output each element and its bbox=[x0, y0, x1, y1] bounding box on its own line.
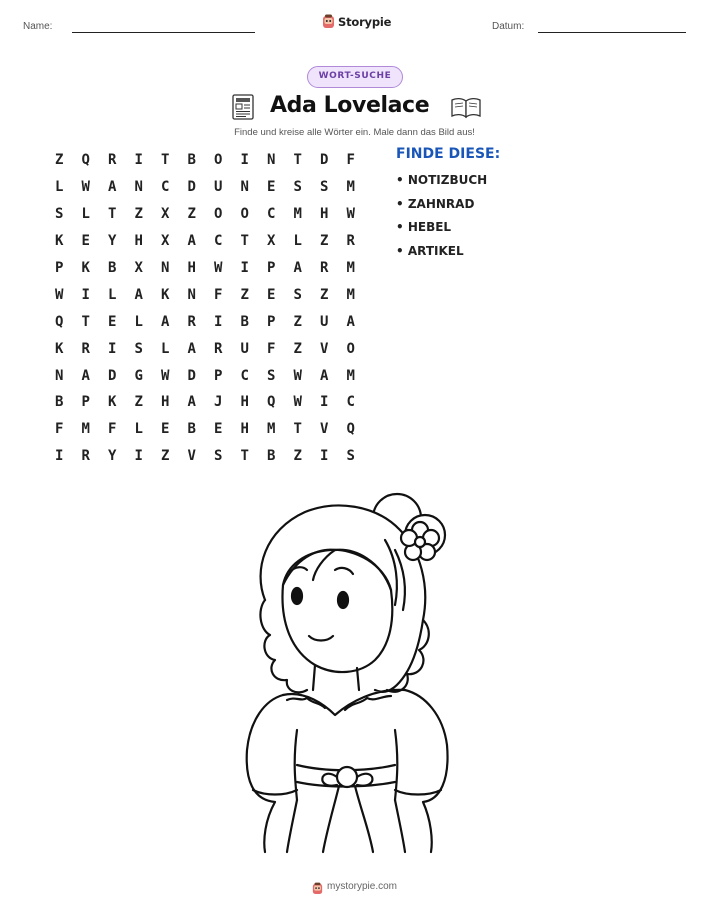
grid-letter[interactable]: B bbox=[240, 313, 249, 330]
grid-letter[interactable]: V bbox=[320, 340, 329, 357]
grid-letter[interactable]: W bbox=[293, 367, 302, 384]
grid-letter[interactable]: T bbox=[108, 206, 117, 223]
grid-letter[interactable]: I bbox=[240, 260, 249, 276]
grid-letter[interactable]: H bbox=[240, 394, 249, 411]
grid-letter[interactable]: N bbox=[267, 152, 276, 169]
grid-letter[interactable]: A bbox=[134, 286, 143, 303]
grid-letter[interactable]: S bbox=[293, 179, 302, 196]
grid-letter[interactable]: R bbox=[346, 233, 355, 250]
grid-letter[interactable]: X bbox=[134, 260, 143, 276]
open-book-icon bbox=[450, 96, 482, 120]
grid-letter[interactable]: Q bbox=[81, 152, 90, 169]
grid-letter[interactable]: I bbox=[134, 152, 143, 169]
grid-letter[interactable]: I bbox=[320, 394, 329, 411]
grid-row bbox=[46, 362, 364, 389]
date-label: Datum: bbox=[492, 21, 525, 32]
grid-letter[interactable]: T bbox=[293, 421, 302, 438]
grid-letter[interactable]: M bbox=[346, 179, 355, 196]
newspaper-icon bbox=[232, 94, 254, 120]
grid-letter[interactable]: Z bbox=[161, 448, 170, 465]
grid-letter[interactable]: D bbox=[187, 367, 196, 384]
grid-letter[interactable]: F bbox=[267, 340, 276, 357]
grid-letter[interactable]: K bbox=[108, 394, 117, 411]
grid-letter[interactable]: J bbox=[214, 394, 223, 411]
grid-letter[interactable]: Y bbox=[108, 233, 117, 250]
grid-letter[interactable]: O bbox=[214, 206, 223, 223]
grid-letter[interactable]: D bbox=[187, 179, 196, 196]
footer bbox=[0, 880, 709, 893]
grid-letter[interactable]: P bbox=[81, 394, 90, 411]
grid-letter[interactable]: Z bbox=[293, 313, 302, 330]
grid-letter[interactable]: S bbox=[214, 448, 223, 465]
grid-letter[interactable]: U bbox=[214, 179, 223, 196]
grid-letter[interactable]: Q bbox=[267, 394, 276, 411]
grid-letter[interactable]: A bbox=[346, 313, 355, 330]
grid-letter[interactable]: K bbox=[55, 340, 64, 357]
grid-letter[interactable]: P bbox=[267, 260, 276, 276]
grid-letter[interactable]: N bbox=[161, 260, 170, 276]
grid-letter[interactable]: M bbox=[346, 286, 355, 303]
grid-letter[interactable]: E bbox=[81, 233, 90, 250]
grid-letter[interactable]: Q bbox=[346, 421, 355, 438]
grid-letter[interactable]: Z bbox=[134, 394, 143, 411]
grid-letter[interactable]: R bbox=[187, 313, 196, 330]
grid-letter[interactable]: P bbox=[214, 367, 223, 384]
grid-letter[interactable]: Z bbox=[187, 206, 196, 223]
grid-letter[interactable]: M bbox=[346, 260, 355, 276]
grid-letter[interactable]: I bbox=[240, 152, 249, 169]
grid-letter[interactable]: T bbox=[161, 152, 170, 169]
find-word-list bbox=[396, 172, 487, 266]
grid-letter[interactable]: A bbox=[187, 340, 196, 357]
grid-letter[interactable]: O bbox=[214, 152, 223, 169]
grid-letter[interactable]: R bbox=[81, 448, 90, 465]
find-list-title: FINDE DIESE: bbox=[396, 146, 501, 162]
name-label: Name: bbox=[23, 21, 53, 32]
grid-letter[interactable]: K bbox=[81, 260, 90, 276]
grid-letter[interactable]: C bbox=[240, 367, 249, 384]
grid-letter[interactable]: I bbox=[214, 313, 223, 330]
grid-letter[interactable]: C bbox=[161, 179, 170, 196]
grid-row bbox=[46, 201, 364, 228]
grid-letter[interactable]: W bbox=[81, 179, 90, 196]
grid-letter[interactable]: Z bbox=[55, 152, 64, 169]
grid-letter[interactable]: K bbox=[161, 286, 170, 303]
worksheet-type-badge: WORT-SUCHE bbox=[307, 66, 403, 88]
grid-letter[interactable]: L bbox=[108, 286, 117, 303]
title-row bbox=[0, 92, 709, 124]
brand-logo bbox=[322, 14, 391, 29]
grid-letter[interactable]: Z bbox=[293, 340, 302, 357]
grid-letter[interactable]: P bbox=[267, 313, 276, 330]
grid-letter[interactable]: E bbox=[161, 421, 170, 438]
grid-letter[interactable]: L bbox=[134, 421, 143, 438]
storypie-logo-icon bbox=[312, 880, 323, 893]
grid-letter[interactable]: L bbox=[134, 313, 143, 330]
grid-row bbox=[46, 443, 364, 470]
grid-letter[interactable]: M bbox=[81, 421, 90, 438]
grid-letter[interactable]: S bbox=[134, 340, 143, 357]
grid-letter[interactable]: I bbox=[134, 448, 143, 465]
grid-letter[interactable]: P bbox=[55, 260, 64, 276]
grid-letter[interactable]: A bbox=[81, 367, 90, 384]
grid-letter[interactable]: V bbox=[187, 448, 196, 465]
grid-row bbox=[46, 308, 364, 335]
grid-letter[interactable]: B bbox=[187, 421, 196, 438]
grid-letter[interactable]: Z bbox=[293, 448, 302, 465]
grid-letter[interactable]: R bbox=[81, 340, 90, 357]
grid-letter[interactable]: Z bbox=[320, 286, 329, 303]
grid-letter[interactable]: Z bbox=[240, 286, 249, 303]
grid-letter[interactable]: T bbox=[81, 313, 90, 330]
grid-letter[interactable]: E bbox=[108, 313, 117, 330]
grid-letter[interactable]: T bbox=[293, 152, 302, 169]
grid-row bbox=[46, 335, 364, 362]
grid-letter[interactable]: R bbox=[214, 340, 223, 357]
grid-letter[interactable]: W bbox=[161, 367, 170, 384]
grid-row bbox=[46, 281, 364, 308]
grid-letter[interactable]: M bbox=[346, 367, 355, 384]
grid-letter[interactable]: S bbox=[293, 286, 302, 303]
grid-letter[interactable]: H bbox=[187, 260, 196, 276]
grid-letter[interactable]: H bbox=[320, 206, 329, 223]
word-search-grid bbox=[46, 147, 364, 470]
name-line bbox=[72, 32, 255, 33]
grid-letter[interactable]: X bbox=[161, 206, 170, 223]
grid-row bbox=[46, 416, 364, 443]
grid-letter[interactable]: L bbox=[55, 179, 64, 196]
grid-letter[interactable]: G bbox=[134, 367, 143, 384]
grid-letter[interactable]: N bbox=[134, 179, 143, 196]
grid-letter[interactable]: A bbox=[161, 313, 170, 330]
grid-letter[interactable]: R bbox=[320, 260, 329, 276]
grid-letter[interactable]: B bbox=[55, 394, 64, 411]
grid-letter[interactable]: Z bbox=[134, 206, 143, 223]
grid-letter[interactable]: N bbox=[240, 179, 249, 196]
grid-letter[interactable]: F bbox=[55, 421, 64, 438]
grid-letter[interactable]: S bbox=[267, 367, 276, 384]
find-word-item: • ZAHNRAD bbox=[396, 196, 475, 211]
grid-letter[interactable]: B bbox=[108, 260, 117, 276]
grid-letter[interactable]: M bbox=[267, 421, 276, 438]
grid-letter[interactable]: X bbox=[161, 233, 170, 250]
grid-letter[interactable]: I bbox=[55, 448, 64, 465]
grid-letter[interactable]: V bbox=[320, 421, 329, 438]
grid-letter[interactable]: B bbox=[187, 152, 196, 169]
grid-letter[interactable]: W bbox=[55, 286, 64, 303]
grid-letter[interactable]: O bbox=[346, 340, 355, 357]
grid-letter[interactable]: U bbox=[240, 340, 249, 357]
storypie-logo-icon bbox=[322, 14, 335, 29]
grid-letter[interactable]: W bbox=[346, 206, 355, 223]
grid-letter[interactable]: L bbox=[293, 233, 302, 250]
grid-letter[interactable]: A bbox=[293, 260, 302, 276]
ada-lovelace-coloring-illustration bbox=[235, 490, 475, 855]
grid-letter[interactable]: I bbox=[320, 448, 329, 465]
grid-letter[interactable]: K bbox=[55, 233, 64, 250]
grid-letter[interactable]: C bbox=[214, 233, 223, 250]
grid-letter[interactable]: R bbox=[108, 152, 117, 169]
find-word-item: • ARTIKEL bbox=[396, 243, 464, 258]
grid-letter[interactable]: H bbox=[161, 394, 170, 411]
grid-letter[interactable]: Q bbox=[55, 313, 64, 330]
grid-letter[interactable]: D bbox=[108, 367, 117, 384]
grid-letter[interactable]: F bbox=[214, 286, 223, 303]
grid-letter[interactable]: B bbox=[267, 448, 276, 465]
grid-letter[interactable]: A bbox=[320, 367, 329, 384]
grid-letter[interactable]: C bbox=[267, 206, 276, 223]
grid-letter[interactable]: E bbox=[214, 421, 223, 438]
footer-website: mystorypie.com bbox=[326, 881, 397, 892]
grid-letter[interactable]: W bbox=[293, 394, 302, 411]
grid-letter[interactable]: S bbox=[320, 179, 329, 196]
grid-letter[interactable]: N bbox=[187, 286, 196, 303]
grid-letter[interactable]: E bbox=[267, 179, 276, 196]
grid-letter[interactable]: A bbox=[108, 179, 117, 196]
grid-letter[interactable]: U bbox=[320, 313, 329, 330]
grid-letter[interactable]: S bbox=[346, 448, 355, 465]
grid-row bbox=[46, 174, 364, 201]
grid-letter[interactable]: H bbox=[134, 233, 143, 250]
date-line bbox=[538, 32, 686, 33]
grid-letter[interactable]: A bbox=[187, 233, 196, 250]
grid-letter[interactable]: M bbox=[293, 206, 302, 223]
grid-letter[interactable]: Y bbox=[108, 448, 117, 465]
grid-letter[interactable]: L bbox=[161, 340, 170, 357]
grid-letter[interactable]: Z bbox=[320, 233, 329, 250]
brand-name: Storypie bbox=[338, 14, 392, 29]
grid-letter[interactable]: I bbox=[108, 340, 117, 357]
grid-letter[interactable]: N bbox=[55, 367, 64, 384]
grid-letter[interactable]: T bbox=[240, 448, 249, 465]
find-word-item: • HEBEL bbox=[396, 220, 452, 234]
find-word-item: • NOTIZBUCH bbox=[396, 173, 488, 187]
grid-row bbox=[46, 389, 364, 416]
grid-letter[interactable]: S bbox=[55, 206, 64, 223]
grid-letter[interactable]: W bbox=[214, 260, 223, 276]
grid-row bbox=[46, 228, 364, 255]
grid-letter[interactable]: T bbox=[240, 233, 249, 250]
grid-letter[interactable]: A bbox=[187, 394, 196, 411]
grid-letter[interactable]: I bbox=[81, 286, 90, 303]
grid-letter[interactable]: E bbox=[267, 286, 276, 303]
grid-letter[interactable]: O bbox=[240, 206, 249, 223]
instructions: Finde und kreise alle Wörter ein. Male dann das Bild aus! bbox=[234, 127, 475, 138]
grid-letter[interactable]: H bbox=[240, 421, 249, 438]
grid-letter[interactable]: L bbox=[81, 206, 90, 223]
grid-letter[interactable]: C bbox=[346, 394, 355, 411]
grid-row bbox=[46, 255, 364, 282]
grid-row bbox=[46, 147, 364, 174]
grid-letter[interactable]: D bbox=[320, 152, 329, 169]
grid-letter[interactable]: X bbox=[267, 233, 276, 250]
page-title: Ada Lovelace bbox=[270, 93, 430, 118]
grid-letter[interactable]: F bbox=[346, 152, 355, 169]
grid-letter[interactable]: F bbox=[108, 421, 117, 438]
